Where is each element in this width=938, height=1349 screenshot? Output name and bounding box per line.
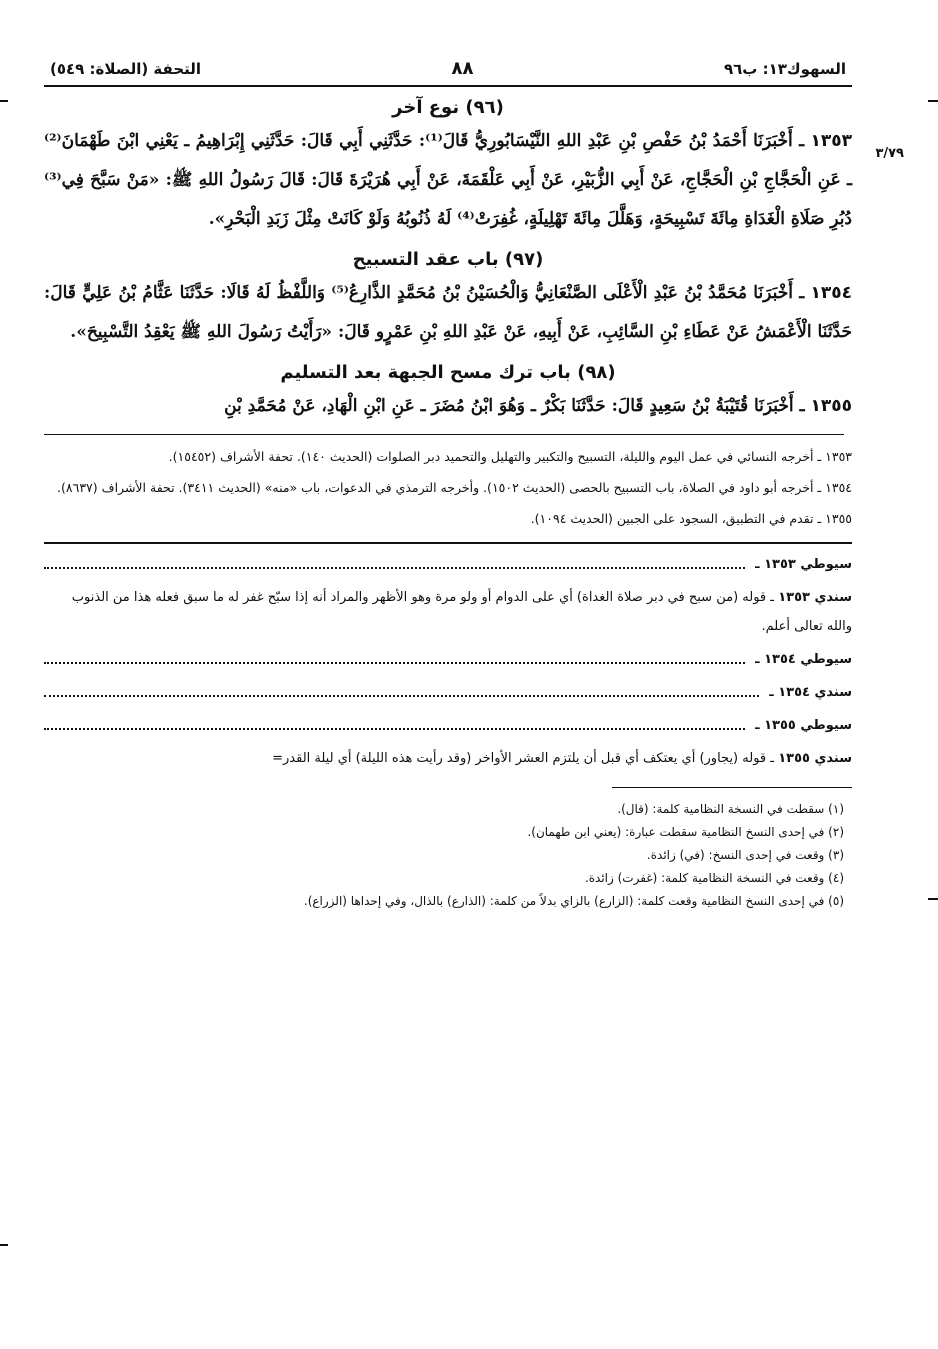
edge-mark <box>928 100 938 102</box>
running-header <box>44 58 852 85</box>
hadith-text: ـ أَخْبَرَنَا أَحْمَدُ بْنُ حَفْصِ بْنِ عَبْدِ اللهِ النَّيْسَابُورِيُّ قَالَ⁽¹⁾: حَدَّثَنِي أَبِي قَالَ: حَدَّثَنِي إِبْرَاهِيمُ ـ يَعْنِي ابْنَ طَهْمَانَ⁽²⁾ ـ عَنِ الْحَجَّاجِ بْنِ الْحَجَّاجِ، عَنْ أَبِي الزُّبَيْرِ، عَنْ أَبِي عَلْقَمَةَ، عَنْ أَبِي هُرَيْرَةَ قَالَ: قَالَ رَسُولُ اللهِ ﷺ: «مَنْ سَبَّحَ فِي⁽³⁾ دُبُرِ صَلَاةِ الْغَدَاةِ مِائَةَ تَسْبِيحَةٍ، وَهَلَّلَ مِائَةَ تَهْلِيلَةٍ، غُفِرَتْ⁽⁴⁾ لَهُ ذُنُوبُهُ وَلَوْ كَانَتْ مِثْلَ زَبَدِ الْبَحْرِ». <box>44 131 852 229</box>
takhrij-note: ١٣٥٥ ـ تقدم في التطبيق، السجود على الجبين (الحديث ١٠٩٤). <box>530 511 852 526</box>
sharh-label: سيوطي ١٣٥٣ ـ <box>755 557 852 572</box>
sharh-entry <box>44 744 852 773</box>
takhrij-note: ١٣٥٣ ـ أخرجه النسائي في عمل اليوم والليلة، التسبيح والتكبير والتهليل والتحميد دبر الصلوات (الحديث ١٤٠). تحفة الأشراف (١٥٤٥٢). <box>168 449 852 464</box>
sharh-text: ـ قوله (من سبح في دبر صلاة الغداة) أي على الدوام أو ولو مرة وهو الأظهر والمراد أنه إذا سبّح غفر له ما سبق فعله هذا من الذنوب والله تعالى أعلم. <box>71 590 852 634</box>
hadith-number: ١٣٥٥ <box>810 396 852 416</box>
sharh-entry <box>44 678 852 707</box>
hadith-text: ـ أَخْبَرَنَا قُتَيْبَةُ بْنُ سَعِيدٍ قَالَ: حَدَّثَنَا بَكْرٌ ـ وَهُوَ ابْنُ مُضَرَ ـ عَنِ ابْنِ الْهَادِ، عَنْ مُحَمَّدِ بْنِ <box>224 396 811 416</box>
header-rule <box>44 85 852 87</box>
chapter-title: (٩٦) نوع آخر <box>392 97 504 118</box>
hadith-number: ١٣٥٤ <box>810 283 852 303</box>
margin-reference: ٣/٧٩ <box>875 146 904 161</box>
chapter-title: (٩٨) باب ترك مسح الجبهة بعد التسليم <box>280 362 616 383</box>
dotted-leader <box>44 662 745 664</box>
chapter-title: (٩٧) باب عقد التسبيح <box>352 249 544 270</box>
footnote: (٥) في إحدى النسخ النظامية وقعت كلمة: (الزارع) بالزاي بدلاً من كلمة: (الذارع) بالذال، وفي إحداها (الزراع). <box>303 894 844 908</box>
edge-mark-left <box>0 100 8 102</box>
hadith-1354 <box>44 274 852 352</box>
sharh-entry <box>44 583 852 641</box>
footnote: (١) سقطت في النسخة النظامية كلمة: (قال). <box>617 802 844 816</box>
sharh-text: ـ قوله (يجاور) أي يعتكف أي قبل أن يلتزم العشر الأواخر (وقد رأيت هذه الليلة) أي ليلة القدر= <box>272 751 779 766</box>
footnote: (٤) وقعت في النسخة النظامية كلمة: (غفرت) زائدة. <box>584 871 844 885</box>
footnotes-rule <box>612 787 852 788</box>
takhrij-note: ١٣٥٤ ـ أخرجه أبو داود في الصلاة، باب التسبيح بالحصى (الحديث ١٥٠٢). وأخرجه الترمذي في الدعوات، باب «منه» (الحديث ٣٤١١). تحفة الأشراف (٨٦٣٧). <box>57 480 852 495</box>
dotted-leader <box>44 695 759 697</box>
sharh-label: سندي ١٣٥٥ <box>778 751 852 766</box>
header-left: التحفة (الصلاة: ٥٤٩) <box>50 60 202 78</box>
takhrij-rule <box>44 434 844 435</box>
footnote: (٢) في إحدى النسخ النظامية سقطت عبارة: (يعني ابن طهمان). <box>527 825 844 839</box>
dotted-leader <box>44 567 745 569</box>
sharh-entry <box>44 711 852 740</box>
hadith-number: ١٣٥٣ <box>810 131 852 151</box>
footnote: (٣) وقعت في إحدى النسخ: (في) زائدة. <box>646 848 844 862</box>
edge-mark <box>928 898 938 900</box>
sharh-rule <box>44 542 852 544</box>
sharh-label: سندي ١٣٥٣ <box>778 590 852 605</box>
dotted-leader <box>44 728 745 730</box>
sharh-entry <box>44 645 852 674</box>
header-right: السهوك١٣: ب٩٦ <box>723 60 846 78</box>
edge-mark-left <box>0 1244 8 1246</box>
sharh-label: سندي ١٣٥٤ ـ <box>769 685 852 700</box>
sharh-label: سيوطي ١٣٥٤ ـ <box>755 652 852 667</box>
page-number: ٨٨ <box>451 58 474 79</box>
hadith-1355 <box>44 387 852 426</box>
hadith-1353 <box>44 122 852 239</box>
sharh-label: سيوطي ١٣٥٥ ـ <box>755 718 852 733</box>
page <box>44 58 852 913</box>
hadith-text: ـ أَخْبَرَنَا مُحَمَّدُ بْنُ عَبْدِ الْأَعْلَى الصَّنْعَانِيُّ وَالْحُسَيْنُ بْنُ مُحَمَّدٍ الذَّارِعُ⁽⁵⁾ وَاللَّفْظُ لَهُ قَالَا: حَدَّثَنَا عَثَّامُ بْنُ عَلِيٍّ قَالَ: حَدَّثَنَا الْأَعْمَشُ عَنْ عَطَاءِ بْنِ السَّائِبِ، عَنْ أَبِيهِ، عَنْ عَبْدِ اللهِ بْنِ عَمْرٍو قَالَ: «رَأَيْتُ رَسُولَ اللهِ ﷺ يَعْقِدُ التَّسْبِيحَ». <box>44 283 852 342</box>
sharh-entry <box>44 550 852 579</box>
